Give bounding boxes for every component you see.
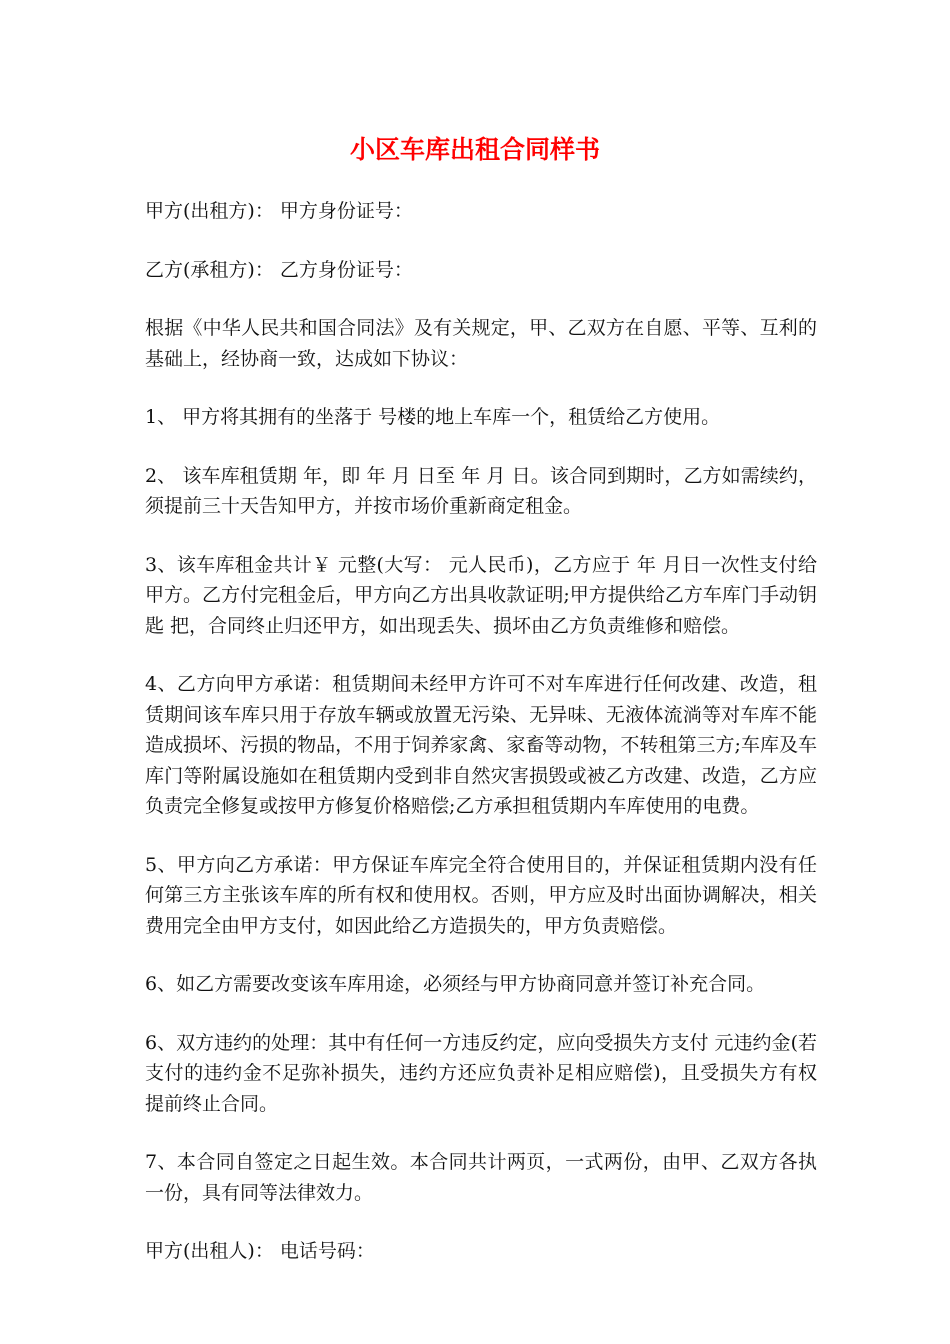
document-body xyxy=(145,196,817,1295)
clause-1: 1、 甲方将其拥有的坐落于 号楼的地上车库一个，租赁给乙方使用。 xyxy=(145,406,721,428)
preamble-paragraph: 根据《中华人民共和国合同法》及有关规定，甲、乙双方在自愿、平等、互利的基础上，经协商一致，达成如下协议： xyxy=(145,317,817,370)
clause-3: 3、该车库租金共计￥ 元整(大写： 元人民币)，乙方应于 年 月日一次性支付给甲方。乙方付完租金后，甲方向乙方出具收款证明;甲方提供给乙方车库门手动钥匙 把，合同终止归还甲方，如出现丢失、损坏由乙方负责维修和赔偿。 xyxy=(145,553,817,637)
document-title: 小区车库出租合同样书 xyxy=(349,135,600,164)
clause-5: 5、甲方向乙方承诺：甲方保证车库完全符合使用目的，并保证租赁期内没有任何第三方主张该车库的所有权和使用权。否则，甲方应及时出面协调解决，相关费用完全由甲方支付，如因此给乙方造损失的，甲方负责赔偿。 xyxy=(145,853,817,937)
lessor-signature-line: 甲方(出租人)： 电话号码： xyxy=(145,1240,375,1262)
clause-2: 2、 该车库租赁期 年，即 年 月 日至 年 月 日。该合同到期时，乙方如需续约，须提前三十天告知甲方，并按市场价重新商定租金。 xyxy=(145,464,817,517)
clause-6: 6、如乙方需要改变该车库用途，必须经与甲方协商同意并签订补充合同。 xyxy=(145,973,766,995)
party-b-line: 乙方(承租方)： 乙方身份证号： xyxy=(145,258,413,281)
clause-4: 4、乙方向甲方承诺：租赁期间未经甲方许可不对车库进行任何改建、改造，租赁期间该车库只用于存放车辆或放置无污染、无异味、无液体流淌等对车库不能造成损坏、污损的物品，不用于饲养家禽、家畜等动物，不转租第三方;车库及车库门等附属设施如在租赁期内受到非自然灾害损毁或被乙方改建、改造，乙方应负责完全修复或按甲方修复价格赔偿;乙方承担租赁期内车库使用的电费。 xyxy=(145,673,817,817)
party-a-line: 甲方(出租方)： 甲方身份证号： xyxy=(145,200,413,222)
clause-6-breach: 6、双方违约的处理：其中有任何一方违反约定，应向受损失方支付 元违约金(若支付的违约金不足弥补损失，违约方还应负责补足相应赔偿)，且受损失方有权提前终止合同。 xyxy=(145,1031,817,1115)
clause-7: 7、本合同自签定之日起生效。本合同共计两页，一式两份，由甲、乙双方各执一份，具有同等法律效力。 xyxy=(145,1151,817,1204)
